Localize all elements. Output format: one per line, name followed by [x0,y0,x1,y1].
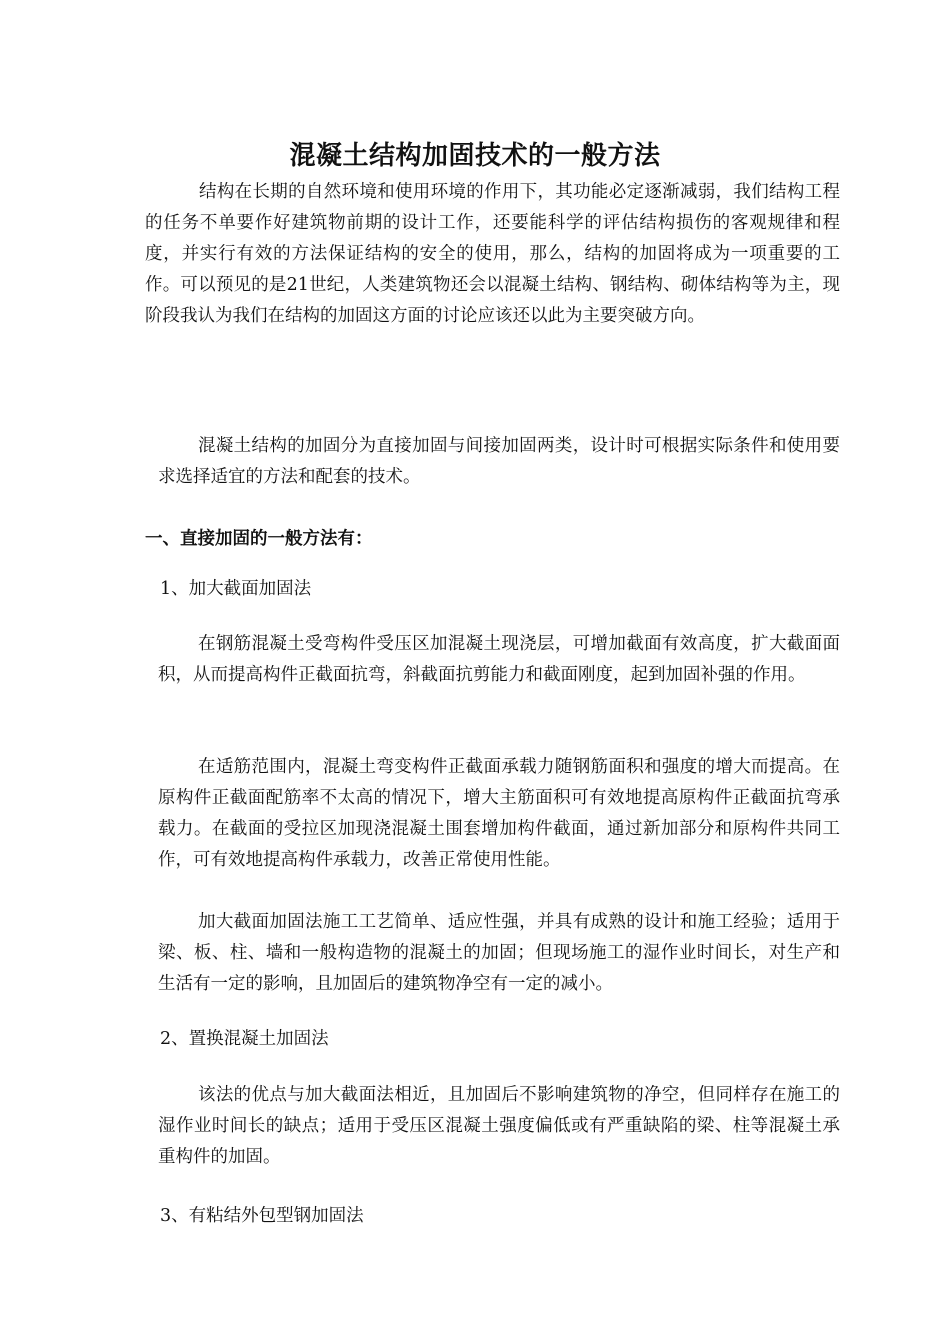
method1-paragraph-1: 在钢筋混凝土受弯构件受压区加混凝土现浇层，可增加截面有效高度，扩大截面面积，从而提高构件正截面抗弯，斜截面抗剪能力和截面刚度，起到加固补强的作用。 [158,634,840,685]
section-heading-direct-methods: 一、直接加固的一般方法有： [145,529,373,549]
method1-paragraph-3: 加大截面加固法施工工艺简单、适应性强，并具有成熟的设计和施工经验；适用于梁、板、柱、墙和一般构造物的混凝土的加固；但现场施工的湿作业时间长，对生产和生活有一定的影响，且加固后的建筑物净空有一定的减小。 [158,912,840,994]
method-title-enlarged-section: 1、加大截面加固法 [160,579,312,599]
method2-paragraph-1: 该法的优点与加大截面法相近，且加固后不影响建筑物的净空，但同样存在施工的湿作业时间长的缺点；适用于受压区混凝土强度偏低或有严重缺陷的梁、柱等混凝土承重构件的加固。 [158,1085,840,1167]
method-title-bonded-steel-jacket: 3、有粘结外包型钢加固法 [160,1206,364,1226]
method-title-concrete-replacement: 2、置换混凝土加固法 [160,1029,329,1049]
categories-paragraph: 混凝土结构的加固分为直接加固与间接加固两类，设计时可根据实际条件和使用要求选择适宜的方法和配套的技术。 [158,436,840,487]
method1-paragraph-2: 在适筋范围内，混凝土弯变构件正截面承载力随钢筋面积和强度的增大而提高。在原构件正截面配筋率不太高的情况下，增大主筋面积可有效地提高原构件正截面抗弯承载力。在截面的受拉区加现浇混凝土围套增加构件截面，通过新加部分和原构件共同工作，可有效地提高构件承载力，改善正常使用性能。 [158,757,840,870]
intro-paragraph: 结构在长期的自然环境和使用环境的作用下，其功能必定逐渐减弱，我们结构工程的任务不单要作好建筑物前期的设计工作，还要能科学的评估结构损伤的客观规律和程度，并实行有效的方法保证结构的安全的使用，那么，结构的加固将成为一项重要的工作。可以预见的是21世纪，人类建筑物还会以混凝土结构、钢结构、砌体结构等为主，现阶段我认为我们在结构的加固这方面的讨论应该还以此为主要突破方向。 [145,182,840,326]
document-title: 混凝土结构加固技术的一般方法 [289,141,661,171]
